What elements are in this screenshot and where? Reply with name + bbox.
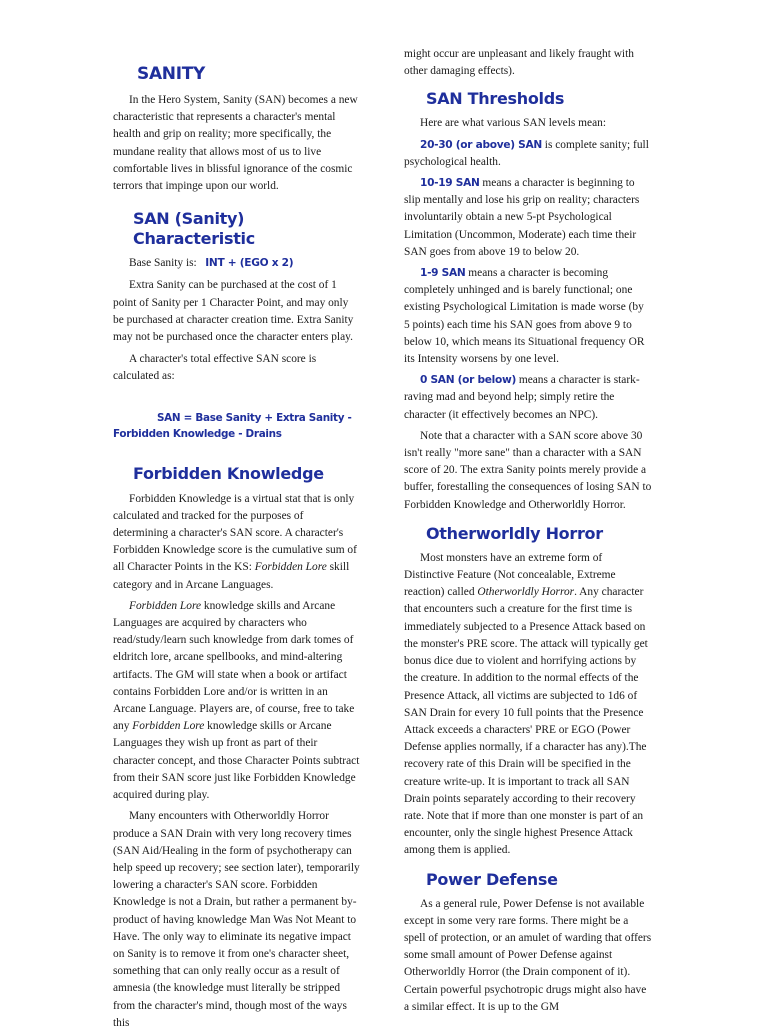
right-column <box>404 0 652 1016</box>
fk-p1-text-b: skill category and in Arcane Languages. <box>113 561 350 591</box>
threshold-20-30-text: is complete sanity; full psychological health. <box>404 138 649 168</box>
threshold-10-19-text: means a character is beginning to slip mentally and lose his grip on reality; characters involuntarily obtain a new 5-pt Psychological Limitation (Uncommon, Moderate) each time their SAN goes from above 19 to below 20. <box>404 177 640 258</box>
fk-p2-text-a: knowledge skills and Arcane Languages are acquired by characters who read/study/learn such knowledge from dark tomes of eldritch lore, arcane spellbooks, and mind-altering artifacts. The GM will state when a book or artifact contains Forbidden Lore and/or is written in an Arcane Language. Players are, of course, free to take any <box>113 599 355 733</box>
base-sanity-label: Base Sanity is: <box>129 257 197 270</box>
san-formula-line-2: Forbidden Knowledge - Drains <box>113 427 282 440</box>
fk-p2-emphasis-2: Forbidden Lore <box>132 720 205 733</box>
extra-sanity-paragraph: Extra Sanity can be purchased at the cost of 1 point of Sanity per 1 Character Point, and may only be purchased at character creation time. Extra Sanity may not be purchased once the character enters play. <box>113 279 354 344</box>
otherworldly-horror-paragraph <box>404 550 652 860</box>
threshold-20-30 <box>404 137 652 171</box>
oh-emphasis: Otherworldly Horror <box>477 586 575 599</box>
sanity-paragraph: In the Hero System, Sanity (SAN) becomes a new characteristic that represents a character's mental health and grip on reality; more specifically, the mundane reality that allows most of us to live comfortable lives in blissful ignorance of the cosmic terrors that impinge upon our world. <box>113 94 358 193</box>
otherworldly-horror-heading: Otherworldly Horror <box>426 523 603 543</box>
san-formula-line-1: SAN = Base Sanity + Extra Sanity - <box>157 411 352 424</box>
san-thresholds-heading: SAN Thresholds <box>426 89 565 109</box>
forbidden-knowledge-paragraph-1 <box>113 491 361 594</box>
oh-text-b: . Any character that encounters such a creature for the first time is immediately subjected to a Presence Attack based on the monster's PRE score. The attack will typically get bonus dice due to violent and horrifying actions by the creature. In addition to the normal effects of the Presence Attack, all victims are subjected to 1d6 of SAN Drain for every 10 full points that the Presence Attack exceeds a characters' PRE or EGO (Power Defense applies normally, if a character has any).The recovery rate of this Drain will be specified in the creature write-up. It is important to track all SAN Drain points separately according to their recovery rate. Note that if more than one monster is part of an encounter, only the single highest Presence Attack among them is applied. <box>404 586 648 857</box>
total-san-paragraph: A character's total effective SAN score is calculated as: <box>113 353 317 383</box>
left-column <box>113 0 361 1032</box>
thresholds-intro: Here are what various SAN levels mean: <box>420 117 606 130</box>
continued-paragraph: might occur are unpleasant and likely fraught with other damaging effects). <box>404 48 634 78</box>
san-characteristic-heading: SAN (Sanity) Characteristic <box>133 209 255 249</box>
threshold-20-30-label: 20-30 (or above) SAN <box>420 138 542 151</box>
threshold-0-label: 0 SAN (or below) <box>420 374 516 387</box>
threshold-1-9 <box>404 265 652 368</box>
base-sanity-line <box>113 255 361 272</box>
threshold-1-9-label: 1-9 SAN <box>420 267 466 280</box>
power-defense-heading: Power Defense <box>426 869 558 889</box>
forbidden-knowledge-heading: Forbidden Knowledge <box>133 463 324 483</box>
threshold-10-19 <box>404 175 652 261</box>
fk-p2-emphasis-1: Forbidden Lore <box>129 599 202 612</box>
threshold-0 <box>404 372 652 424</box>
power-defense-paragraph: As a general rule, Power Defense is not available except in some very rare forms. There might be a spell of protection, or an amulet of warding that offers some small amount of Power Defense against Otherworldly Horror (the Drain component of it). Certain powerful psychotropic drugs might also have a similar effect. It is up to the GM <box>404 897 652 1013</box>
fk-p1-emphasis: Forbidden Lore <box>254 561 327 574</box>
fk-p2-text-b: knowledge skills or Arcane Languages they wish up front as part of their character concept, and those Character Points subtract from their SAN score just like Forbidden Knowledge acquired during play. <box>113 720 360 802</box>
oh-text-a: Most monsters have an extreme form of Distinctive Feature (Not concealable, Extreme reaction) called <box>404 551 616 599</box>
san-formula <box>113 410 361 442</box>
sanity-heading: SANITY <box>137 64 206 84</box>
thresholds-note: Note that a character with a SAN score above 30 isn't really "more sane" than a character with a SAN score of 20. The extra Sanity points merely provide a buffer, forestalling the consequences of losing SAN to Forbidden Knowledge and Otherworldly Horror. <box>404 429 652 511</box>
base-sanity-formula: INT + (EGO x 2) <box>205 257 294 270</box>
forbidden-knowledge-paragraph-3: Many encounters with Otherworldly Horror produce a SAN Drain with very long recovery times (SAN Aid/Healing in the form of psychotherapy can help speed up recovery; see section later), temporarily lowering a character's SAN score. Forbidden Knowledge is not a Drain, but rather a permanent by-product of having knowledge Man Was Not Meant to Have. The only way to eliminate its negative impact on Sanity is to remove it from one's character sheet, something that can only really occur as a result of amnesia (the knowledge must literally be stripped from the character's mind, though most of the ways this <box>113 810 360 1029</box>
threshold-0-text: means a character is stark-raving mad and beyond help; simply retire the character (it effectively becomes an NPC). <box>404 374 640 421</box>
threshold-1-9-text: means a character is becoming completely unhinged and is barely functional; one existing Psychological Limitation is made worse (by 5 points) each time his SAN goes from above 9 to below 10, which means its Situational frequency OR its Intensity worsens by one level. <box>404 267 645 366</box>
fk-p1-text-a: Forbidden Knowledge is a virtual stat that is only calculated and tracked for the purposes of determining a character's SAN score. A character's Forbidden Knowledge score is the cumulative sum of all Character Points in the KS: <box>113 492 357 574</box>
threshold-10-19-label: 10-19 SAN <box>420 177 480 190</box>
forbidden-knowledge-paragraph-2 <box>113 598 361 804</box>
